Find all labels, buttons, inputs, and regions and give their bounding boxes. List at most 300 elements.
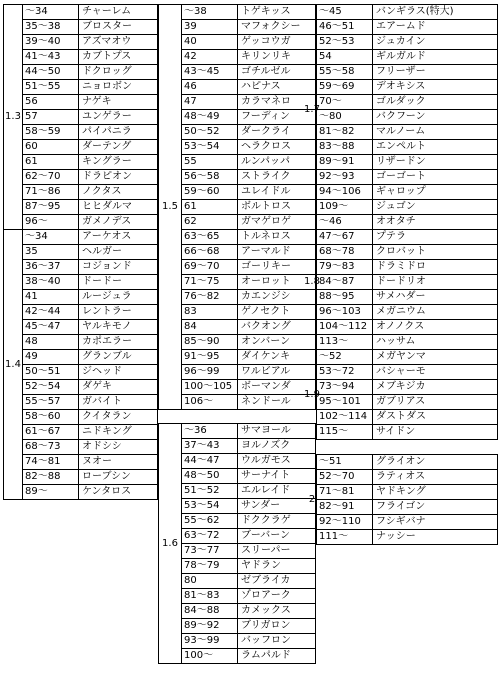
pokemon-name: ブーバーン (237, 529, 313, 543)
level-range: 109～ (319, 201, 349, 212)
table-row (317, 485, 497, 500)
level-range: 38～40 (25, 276, 61, 287)
pokemon-name: アーケオス (78, 230, 155, 244)
table-row (23, 455, 157, 470)
multiplier-label: 1.5 (162, 201, 178, 212)
pokemon-name: ゲッコウガ (237, 35, 313, 49)
pokemon-name: ノクタス (78, 185, 155, 199)
level-range: ～51 (319, 456, 342, 467)
pokemon-name: ドードー (78, 275, 155, 289)
level-range: 48～50 (184, 470, 220, 481)
table-row (182, 439, 315, 454)
multiplier-group-1 (3, 4, 158, 230)
table-row (317, 335, 497, 350)
pokemon-name: ドククラゲ (237, 514, 313, 528)
table-row (182, 484, 315, 499)
level-range: 46 (184, 81, 197, 92)
pokemon-name: サンダー (237, 499, 313, 513)
table-row (182, 604, 315, 619)
pokemon-name: メガヤンマ (372, 350, 495, 364)
table-row (182, 320, 315, 335)
pokemon-name: ルージュラ (78, 290, 155, 304)
pokemon-name: ナッシー (372, 530, 495, 544)
level-range: 94～106 (319, 186, 361, 197)
level-range: 44～50 (25, 66, 61, 77)
pokemon-name: リザードン (372, 155, 495, 169)
level-range: 41～43 (25, 51, 61, 62)
table-row (23, 50, 157, 65)
table-row (182, 110, 315, 125)
table-row (182, 395, 315, 410)
table-row (23, 470, 157, 485)
level-range: 62 (184, 216, 197, 227)
level-range: 61～67 (25, 426, 61, 437)
level-range: 73～77 (184, 545, 220, 556)
table-row (182, 619, 315, 634)
pokemon-name: カラマネロ (237, 95, 313, 109)
pokemon-name: カメックス (237, 604, 313, 618)
table-row (182, 65, 315, 80)
level-range: 52～53 (319, 36, 355, 47)
pokemon-name: オドシシ (78, 440, 155, 454)
level-range: 63～72 (184, 530, 220, 541)
table-row (182, 140, 315, 155)
rows (317, 5, 497, 214)
level-range: 100～ (184, 650, 214, 661)
level-range: 71～86 (25, 186, 61, 197)
table-row (317, 35, 497, 50)
table-row (182, 544, 315, 559)
level-range: 78～79 (184, 560, 220, 571)
table-row (182, 200, 315, 215)
pokemon-name: ダイケンキ (237, 350, 313, 364)
pokemon-name: ガマゲロゲ (237, 215, 313, 229)
level-range: 73～94 (319, 381, 355, 392)
level-range: 36～37 (25, 261, 61, 272)
pokemon-name: デオキシス (372, 80, 495, 94)
level-range: 89～91 (319, 156, 355, 167)
table-row (182, 469, 315, 484)
pokemon-name: ケンタロス (78, 485, 155, 499)
table-row (182, 499, 315, 514)
multiplier-label: 2 (308, 493, 316, 505)
table-row (23, 200, 157, 215)
table-row (317, 80, 497, 95)
pokemon-name: バッフロン (237, 634, 313, 648)
pokemon-name: ハッサム (372, 335, 495, 349)
pokemon-name: トゲキッス (237, 5, 313, 19)
pokemon-name: フーディン (237, 110, 313, 124)
level-range: 66～68 (184, 246, 220, 257)
multiplier-group-4 (158, 423, 316, 664)
table-row (317, 65, 497, 80)
pokemon-name: ドラミドロ (372, 260, 495, 274)
pokemon-name: サメハダー (372, 290, 495, 304)
level-range: 49 (25, 351, 38, 362)
pokemon-name: ヌオー (78, 455, 155, 469)
level-range: ～45 (319, 6, 342, 17)
pokemon-name: ラムパルド (237, 649, 313, 663)
table-row (182, 20, 315, 35)
pokemon-name: ユンゲラー (78, 110, 155, 124)
pokemon-name: ゾロアーク (237, 589, 313, 603)
pokemon-name: チャーレム (78, 5, 155, 19)
level-range: 83～88 (319, 141, 355, 152)
level-range: ～46 (319, 216, 342, 227)
level-range: 61 (25, 156, 38, 167)
level-range: 111～ (319, 531, 349, 542)
level-range: 84 (184, 321, 197, 332)
table-row (182, 155, 315, 170)
table-row (317, 350, 497, 365)
pokemon-name: ブリガロン (237, 619, 313, 633)
level-range: 54 (319, 51, 332, 62)
level-range: 61 (184, 201, 197, 212)
level-range: ～80 (319, 111, 342, 122)
pokemon-name: ゴルダック (372, 95, 495, 109)
level-range: 53～72 (319, 366, 355, 377)
rows (22, 5, 157, 229)
level-range: 55～62 (184, 515, 220, 526)
table-row (182, 365, 315, 380)
level-range: 50～52 (184, 126, 220, 137)
level-range: 85～90 (184, 336, 220, 347)
multiplier-group-2 (3, 229, 158, 500)
pokemon-name: ナゲキ (78, 95, 155, 109)
level-range: 89～ (25, 486, 48, 497)
level-range: ～34 (25, 231, 48, 242)
level-range: 62～70 (25, 171, 61, 182)
table-row (182, 35, 315, 50)
rows (317, 455, 497, 544)
level-range: 82～88 (25, 471, 61, 482)
table-row (182, 215, 315, 230)
table-row (317, 50, 497, 65)
level-range: 82～91 (319, 501, 355, 512)
pokemon-name: ガバイト (78, 395, 155, 409)
pokemon-name: ダーテング (78, 140, 155, 154)
level-range: 84～88 (184, 605, 220, 616)
multiplier-group-5 (304, 4, 498, 215)
table-row (317, 140, 497, 155)
level-range: 63～65 (184, 231, 220, 242)
pokemon-name: ローブシン (78, 470, 155, 484)
pokemon-name: クロバット (372, 245, 495, 259)
table-row (317, 230, 497, 245)
pokemon-name: ダストダス (372, 410, 495, 424)
pokemon-name: ヤドキング (372, 485, 495, 499)
pokemon-name: ヤルキモノ (78, 320, 155, 334)
level-range: 48～49 (184, 111, 220, 122)
multiplier-label: 1.7 (304, 103, 320, 115)
pokemon-name: ワルビアル (237, 365, 313, 379)
level-range: 55～58 (319, 66, 355, 77)
table-row (182, 125, 315, 140)
table-row (182, 245, 315, 260)
level-range: 37～43 (184, 440, 220, 451)
level-range: 95～101 (319, 396, 361, 407)
table-row (317, 275, 497, 290)
table-row (182, 170, 315, 185)
level-range: 81～82 (319, 126, 355, 137)
table-row (317, 290, 497, 305)
table-row (23, 410, 157, 425)
pokemon-name: ガメノデス (78, 215, 155, 229)
level-range: 68～73 (25, 441, 61, 452)
pokemon-name: アズマオウ (78, 35, 155, 49)
table-row (317, 95, 497, 110)
table-row (182, 50, 315, 65)
level-range: ～38 (184, 6, 207, 17)
pokemon-name: ウルガモス (237, 454, 313, 468)
pokemon-name: ダゲキ (78, 380, 155, 394)
table-row (182, 275, 315, 290)
level-range: ～36 (184, 425, 207, 436)
table-row (23, 125, 157, 140)
pokemon-name: キリンリキ (237, 50, 313, 64)
table-row (23, 140, 157, 155)
table-row (23, 350, 157, 365)
pokemon-name: ジヘッド (78, 365, 155, 379)
table-row (317, 200, 497, 215)
level-range: 70～ (319, 96, 342, 107)
pokemon-name: ボルトロス (237, 200, 313, 214)
level-range: 52～70 (319, 471, 355, 482)
pokemon-name: ジュカイン (372, 35, 495, 49)
level-range: 96～99 (184, 366, 220, 377)
table-row (317, 185, 497, 200)
pokemon-name: ユレイドル (237, 185, 313, 199)
table-row (317, 5, 497, 20)
pokemon-name: メガニウム (372, 305, 495, 319)
level-range: 92～110 (319, 516, 361, 527)
pokemon-name: ギャロップ (372, 185, 495, 199)
table-row (182, 649, 315, 664)
level-range: 96～103 (319, 306, 361, 317)
pokemon-name: ゴーリキー (237, 260, 313, 274)
pokemon-name: サイドン (372, 425, 495, 439)
pokemon-name: ジュゴン (372, 200, 495, 214)
table-row (23, 485, 157, 500)
table-row (23, 80, 157, 95)
pokemon-name: プテラ (372, 230, 495, 244)
table-row (23, 110, 157, 125)
rows (181, 424, 315, 663)
table-row (317, 125, 497, 140)
pokemon-name: バクオング (237, 320, 313, 334)
pokemon-name: ドードリオ (372, 275, 495, 289)
multiplier-label: 1.8 (304, 276, 320, 287)
multiplier-label: 1.6 (162, 537, 178, 549)
pokemon-name: サマヨール (237, 424, 313, 438)
pokemon-name: ルンパッパ (237, 155, 313, 169)
multiplier-label: 1.4 (5, 358, 21, 370)
pokemon-name: ストライク (237, 170, 313, 184)
multiplier-group-3 (158, 4, 316, 410)
table-row (182, 80, 315, 95)
table-row (182, 95, 315, 110)
level-range: 46～51 (319, 21, 355, 32)
pokemon-name: ドラピオン (78, 170, 155, 184)
pokemon-name: ギルガルド (372, 50, 495, 64)
multiplier-group-8 (308, 454, 498, 545)
table-row (182, 185, 315, 200)
level-range: 59～69 (319, 81, 355, 92)
pokemon-name: ゲノセクト (237, 305, 313, 319)
level-range: 48 (25, 336, 38, 347)
level-range: 42～44 (25, 306, 61, 317)
table-row (317, 215, 497, 230)
pokemon-name: バンギラス(特大) (372, 5, 495, 19)
table-row (23, 20, 157, 35)
pokemon-name: ネンドール (237, 395, 313, 409)
table-row (317, 455, 497, 470)
level-range: 113～ (319, 336, 349, 347)
table-row (182, 350, 315, 365)
level-range: 43～45 (184, 66, 220, 77)
table-row (23, 260, 157, 275)
table-row (317, 155, 497, 170)
level-range: 35～38 (25, 21, 61, 32)
table-row (23, 170, 157, 185)
level-range: 51～55 (25, 81, 61, 92)
table-row (182, 5, 315, 20)
level-range: 79～83 (319, 261, 355, 272)
pokemon-name: ダークライ (237, 125, 313, 139)
level-range: 39～40 (25, 36, 61, 47)
table-row (23, 290, 157, 305)
table-row (23, 35, 157, 50)
level-range: 58～60 (25, 411, 61, 422)
level-range: 53～54 (184, 141, 220, 152)
pokemon-name: アーマルド (237, 245, 313, 259)
level-range: 39 (184, 21, 197, 32)
pokemon-name: ゴーゴート (372, 170, 495, 184)
level-range: 93～99 (184, 635, 220, 646)
pokemon-name: オンバーン (237, 335, 313, 349)
table-row (23, 380, 157, 395)
table-row (23, 230, 157, 245)
pokemon-name: バクフーン (372, 110, 495, 124)
level-range: 115～ (319, 426, 349, 437)
table-row (182, 230, 315, 245)
pokemon-name: メブキジカ (372, 380, 495, 394)
pokemon-name: ヨルノズク (237, 439, 313, 453)
pokemon-name: サーナイト (237, 469, 313, 483)
table-row (317, 365, 497, 380)
level-range: 51～52 (184, 485, 220, 496)
table-row (317, 500, 497, 515)
pokemon-name: オーロット (237, 275, 313, 289)
pokemon-name: カポエラー (78, 335, 155, 349)
pokemon-name: ゼブライカ (237, 574, 313, 588)
table-row (182, 260, 315, 275)
pokemon-name: カブトプス (78, 50, 155, 64)
pokemon-name: ハピナス (237, 80, 313, 94)
rows (317, 350, 497, 439)
pokemon-name: ヒヒダルマ (78, 200, 155, 214)
level-range: 104～112 (319, 321, 368, 332)
table-row (23, 215, 157, 230)
table-row (23, 320, 157, 335)
table-row (317, 245, 497, 260)
pokemon-name: フシギバナ (372, 515, 495, 529)
table-row (23, 440, 157, 455)
level-range: 60 (25, 141, 38, 152)
table-row (317, 530, 497, 545)
pokemon-name: パイパニラ (78, 125, 155, 139)
table-row (182, 574, 315, 589)
table-row (23, 245, 157, 260)
level-range: 87～95 (25, 201, 61, 212)
table-row (317, 170, 497, 185)
table-row (182, 589, 315, 604)
pokemon-name: トルネロス (237, 230, 313, 244)
level-range: 106～ (184, 396, 214, 407)
table-row (182, 290, 315, 305)
table-row (317, 515, 497, 530)
level-range: 42 (184, 51, 197, 62)
level-range: ～34 (25, 6, 48, 17)
table-row (23, 425, 157, 440)
level-range: 56 (25, 96, 38, 107)
table-row (182, 305, 315, 320)
rows (22, 230, 157, 499)
level-range: 44～47 (184, 455, 220, 466)
level-range: 56～58 (184, 171, 220, 182)
pokemon-name: レントラー (78, 305, 155, 319)
level-range: 53～54 (184, 500, 220, 511)
level-range: 92～93 (319, 171, 355, 182)
table-row (182, 559, 315, 574)
level-range: 88～95 (319, 291, 355, 302)
table-row (182, 424, 315, 439)
pokemon-name: フリーザー (372, 65, 495, 79)
level-range: 59～60 (184, 186, 220, 197)
table-row (317, 260, 497, 275)
table-row (317, 380, 497, 395)
pokemon-name: ニョロボン (78, 80, 155, 94)
level-range: 91～95 (184, 351, 220, 362)
pokemon-name: エアームド (372, 20, 495, 34)
pokemon-name: ニドキング (78, 425, 155, 439)
rows (317, 215, 497, 349)
level-range: 40 (184, 36, 197, 47)
level-range: 84～87 (319, 276, 355, 287)
multiplier-group-7 (304, 349, 498, 440)
table-row (23, 65, 157, 80)
pokemon-name: マルノーム (372, 125, 495, 139)
level-range: 55～57 (25, 396, 61, 407)
table-row (23, 335, 157, 350)
table-row (317, 410, 497, 425)
table-row (23, 365, 157, 380)
level-range: 96～ (25, 216, 48, 227)
level-range: 100～105 (184, 381, 233, 392)
table-row (23, 155, 157, 170)
table-row (182, 514, 315, 529)
table-row (23, 275, 157, 290)
table-row (317, 470, 497, 485)
pokemon-name: エルレイド (237, 484, 313, 498)
pokemon-name: グライオン (372, 455, 495, 469)
table-row (182, 380, 315, 395)
table-row (317, 20, 497, 35)
pokemon-name: スリーパー (237, 544, 313, 558)
pokemon-name: ゴチルゼル (237, 65, 313, 79)
level-range: 80 (184, 575, 197, 586)
level-range: 71～81 (319, 486, 355, 497)
